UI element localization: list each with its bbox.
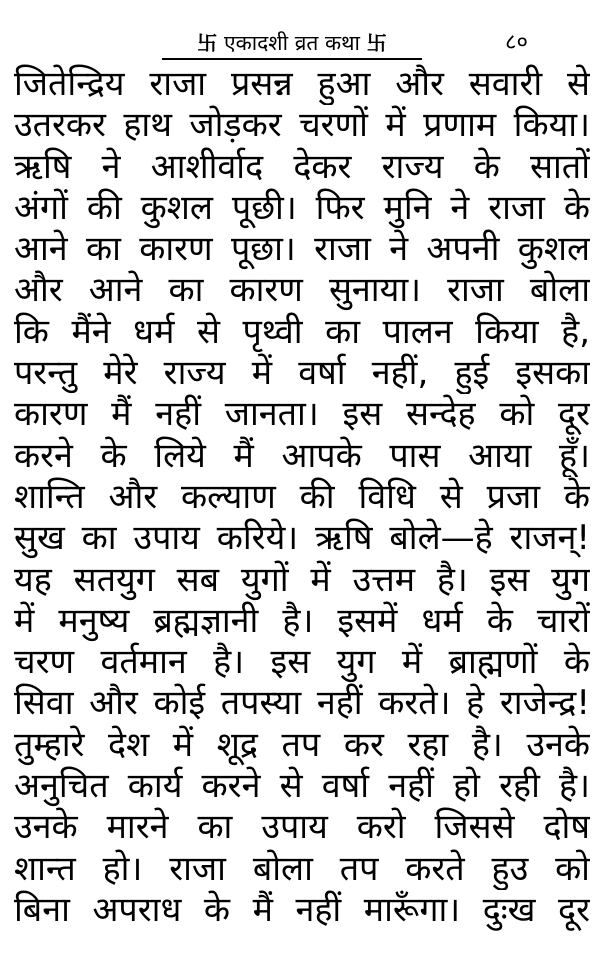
text-line: सिवा और कोई तपस्या नहीं करते। हे राजेन्द्र!: [14, 683, 590, 724]
text-line: में मनुष्य ब्रह्मज्ञानी है। इसमें धर्म के चारों: [14, 600, 590, 641]
text-line: करने के लिये मैं आपके पास आया हूँ।: [14, 435, 590, 476]
text-line: तुम्हारे देश में शूद्र तप कर रहा है। उनके: [14, 724, 590, 765]
swastika-icon-right: 卐: [366, 31, 387, 55]
book-title: एकादशी व्रत कथा: [223, 31, 361, 55]
text-line: आने का कारण पूछा। राजा ने अपनी कुशल: [14, 229, 590, 270]
text-line: चरण वर्तमान है। इस युग में ब्राह्मणों के: [14, 642, 590, 683]
body-text: [14, 64, 590, 931]
text-line: बिना अपराध के मैं नहीं मारूँगा। दुःख दूर: [14, 889, 590, 930]
text-line: शान्ति और कल्याण की विधि से प्रजा के: [14, 476, 590, 517]
text-line: जितेन्द्रिय राजा प्रसन्न हुआ और सवारी से: [14, 64, 590, 104]
text-line: कि मैंने धर्म से पृथ्वी का पालन किया है,: [14, 311, 590, 352]
text-line: कारण मैं नहीं जानता। इस सन्देह को दूर: [14, 394, 590, 435]
running-title: [162, 28, 422, 60]
text-line: शान्त हो। राजा बोला तप करते हुउ को: [14, 848, 590, 889]
text-line: अंगों की कुशल पूछी। फिर मुनि ने राजा के: [14, 187, 590, 228]
text-line: उतरकर हाथ जोड़कर चरणों में प्रणाम किया।: [14, 105, 590, 146]
text-line: अनुचित कार्य करने से वर्षा नहीं हो रही है।: [14, 766, 590, 807]
text-line: यह सतयुग सब युगों में उत्तम है। इस युग: [14, 559, 590, 600]
swastika-icon-left: 卐: [197, 31, 218, 55]
text-line: परन्तु मेरे राज्य में वर्षा नहीं, हुई इसका: [14, 353, 590, 394]
page-header: [0, 28, 600, 62]
page-number: ८०: [505, 30, 528, 55]
text-line: उनके मारने का उपाय करो जिससे दोष: [14, 807, 590, 848]
text-line: और आने का कारण सुनाया। राजा बोला: [14, 270, 590, 311]
text-line: सुख का उपाय करिये। ऋषि बोले—हे राजन्!: [14, 518, 590, 559]
text-line: ऋषि ने आशीर्वाद देकर राज्य के सातों: [14, 146, 590, 187]
